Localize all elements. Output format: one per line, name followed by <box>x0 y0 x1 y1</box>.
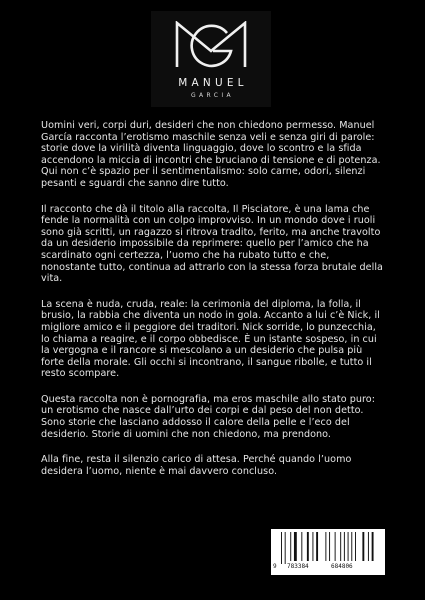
barcode-bar <box>372 532 374 561</box>
barcode-first-digit: 9 <box>273 563 277 570</box>
barcode-left-group: 783384 <box>287 563 309 570</box>
barcode-bar <box>362 532 364 561</box>
barcode-bar <box>368 532 369 561</box>
barcode-bar <box>340 532 341 561</box>
barcode-bar <box>329 532 330 561</box>
barcode-bar <box>307 532 309 561</box>
paragraph-3: La scena è nuda, cruda, reale: la cerimonia del diploma, la folla, il brusio, la rabbia che diventa un nodo in gola. Accanto a lui c’è Nick, il migliore amico e il peggiore dei traditori. Nick sorride, lo punzecchia, lo chiama a reagire, e il corpo obbedisce. È un istante sospeso, in cui la vergogna e il rancore si mescolano a un desiderio che pulsa più forte della morale. Gli occhi si incontrano, il sangue ribolle, e tutto il resto scompare. <box>41 298 380 380</box>
barcode-bar <box>290 532 291 561</box>
barcode-bar <box>351 532 352 561</box>
isbn-barcode <box>271 529 385 575</box>
logo-surname: GARCIA <box>190 92 235 99</box>
paragraph-5: Alla fine, resta il silenzio carico di attesa. Perché quando l’uomo desidera l’uomo, niente è mai davvero concluso. <box>41 454 352 477</box>
barcode-bar <box>301 532 302 561</box>
barcode-bar <box>316 532 318 561</box>
barcode-right-group: 684806 <box>331 563 353 570</box>
mg-monogram-logo <box>173 21 249 69</box>
barcode-bar <box>312 532 313 561</box>
paragraph-2: Il racconto che dà il titolo alla raccolta, Il Pisciatore, è una lama che fende la normalità con un colpo improvviso. In un mondo dove i ruoli sono già scritti, un ragazzo si ritrova tradito, ferito, ma anche travolto da un desiderio impossibile da reprimere: quello per l’amico che ha scardinato ogni certezza, l’uomo che ha rubato tutto e che, nonostante tutto, continua ad attrarlo con la stessa forza brutale della vita. <box>41 203 383 285</box>
paragraph-1: Uomini veri, corpi duri, desideri che non chiedono permesso. Manuel García racconta l’erotismo maschile senza veli e senza giri di parole: storie dove la virilità diventa linguaggio, dove lo scontro e la sfida accendono la miccia di incontri che bruciano di tensione e di potenza. Qui non c’è spazio per il sentimentalismo: solo carne, odori, silenzi pesanti e sguardi che sanno dire tutto. <box>41 120 381 189</box>
barcode-bar <box>344 532 345 561</box>
paragraph-4: Questa raccolta non è pornografia, ma eros maschile allo stato puro: un erotismo che nasce dall’urto dei corpi e dal peso del non detto. Sono storie che lasciano addosso il calore della pelle e l’eco del desiderio. Storie di uomini che non chiedono, ma prendono. <box>41 393 376 440</box>
barcode-bar <box>348 532 349 561</box>
barcode-bars <box>277 532 379 566</box>
barcode-bar <box>355 532 356 561</box>
blurb-text <box>41 120 387 491</box>
logo-name: MANUEL <box>178 77 248 89</box>
barcode-bar <box>285 532 286 564</box>
barcode-bar <box>335 532 336 561</box>
barcode-bar <box>325 532 326 561</box>
barcode-bar <box>281 532 282 564</box>
barcode-bar <box>294 532 297 561</box>
author-logo <box>151 11 271 107</box>
